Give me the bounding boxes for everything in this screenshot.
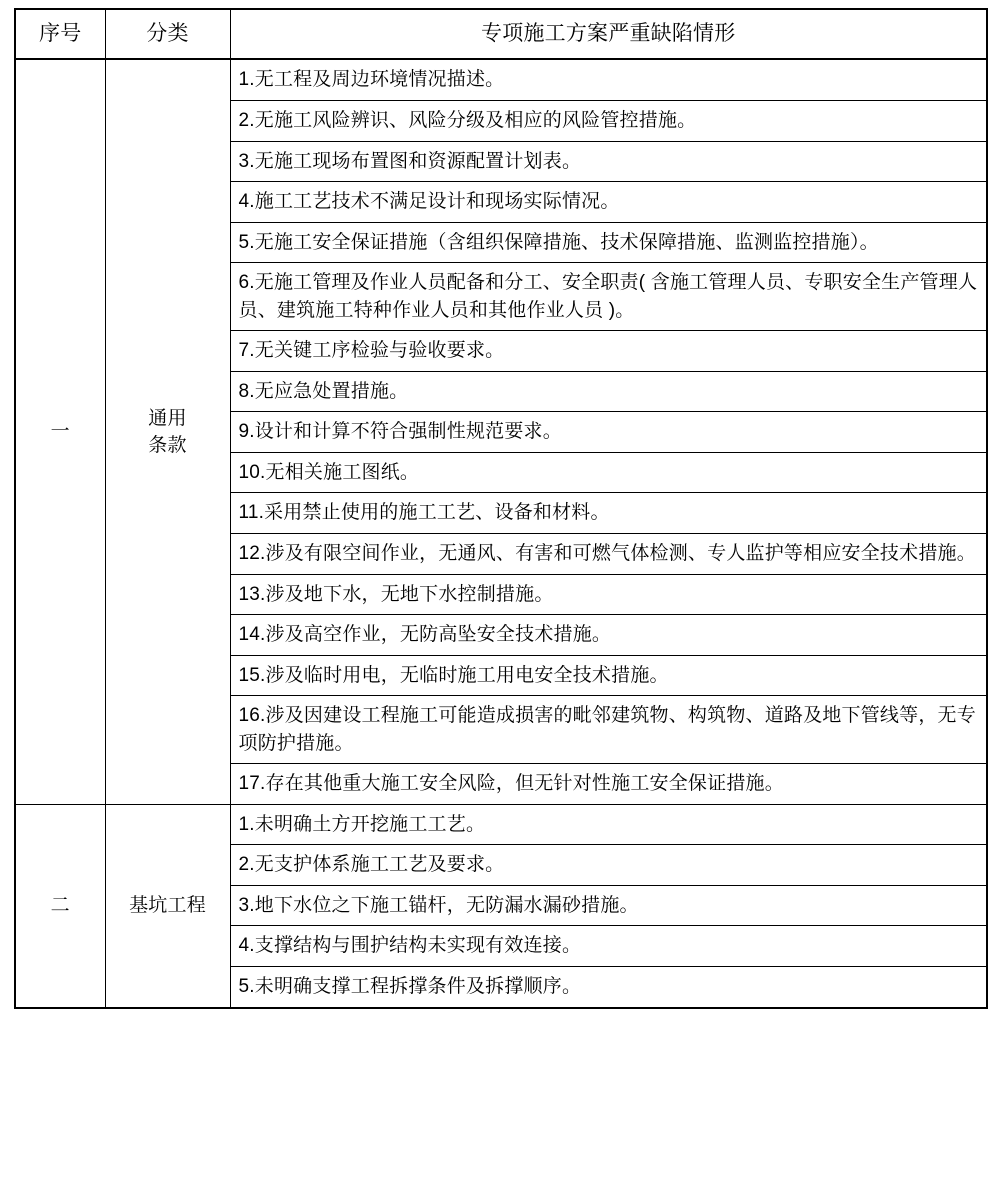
table-header (15, 9, 987, 59)
defect-item: 2.无施工风险辨识、风险分级及相应的风险管控措施。 (230, 100, 987, 141)
group-category-foundation-pit: 基坑工程 (105, 804, 230, 1007)
defect-item: 4.支撑结构与围护结构未实现有效连接。 (230, 926, 987, 967)
defect-item: 9.设计和计算不符合强制性规范要求。 (230, 412, 987, 453)
group-category-general-line2: 条款 (148, 435, 187, 457)
defect-item: 5.未明确支撑工程拆撑条件及拆撑顺序。 (230, 967, 987, 1008)
group-no-foundation-pit: 二 (15, 804, 105, 1007)
defect-item: 3.无施工现场布置图和资源配置计划表。 (230, 141, 987, 182)
column-header-description: 专项施工方案严重缺陷情形 (230, 9, 987, 59)
group-no-general: 一 (15, 59, 105, 804)
table-row (15, 59, 987, 100)
defect-table (14, 8, 988, 1009)
defect-item: 1.未明确土方开挖施工工艺。 (230, 804, 987, 845)
column-header-category: 分类 (105, 9, 230, 59)
defect-item: 1.无工程及周边环境情况描述。 (230, 59, 987, 100)
defect-item: 5.无施工安全保证措施（含组织保障措施、技术保障措施、监测监控措施）。 (230, 222, 987, 263)
defect-item: 4.施工工艺技术不满足设计和现场实际情况。 (230, 182, 987, 223)
defect-item: 12.涉及有限空间作业，无通风、有害和可燃气体检测、专人监护等相应安全技术措施。 (230, 534, 987, 575)
defect-item: 8.无应急处置措施。 (230, 371, 987, 412)
defect-item: 15.涉及临时用电，无临时施工用电安全技术措施。 (230, 655, 987, 696)
defect-item: 7.无关键工序检验与验收要求。 (230, 331, 987, 372)
column-header-no: 序号 (15, 9, 105, 59)
table-header-row (15, 9, 987, 59)
table-body (15, 59, 987, 1007)
defect-item: 3.地下水位之下施工锚杆，无防漏水漏砂措施。 (230, 885, 987, 926)
group-category-general-line1: 通用 (148, 407, 187, 429)
defect-item: 14.涉及高空作业，无防高坠安全技术措施。 (230, 615, 987, 656)
defect-item: 10.无相关施工图纸。 (230, 452, 987, 493)
group-category-general (105, 59, 230, 804)
defect-item: 2.无支护体系施工工艺及要求。 (230, 845, 987, 886)
table-row (15, 804, 987, 845)
defect-item: 13.涉及地下水，无地下水控制措施。 (230, 574, 987, 615)
defect-item: 17.存在其他重大施工安全风险，但无针对性施工安全保证措施。 (230, 764, 987, 805)
defect-item: 6.无施工管理及作业人员配备和分工、安全职责( 含施工管理人员、专职安全生产管理人员、建筑施工特种作业人员和其他作业人员 )。 (230, 263, 987, 331)
defect-item: 16.涉及因建设工程施工可能造成损害的毗邻建筑物、构筑物、道路及地下管线等，无专项防护措施。 (230, 696, 987, 764)
defect-item: 11.采用禁止使用的施工工艺、设备和材料。 (230, 493, 987, 534)
